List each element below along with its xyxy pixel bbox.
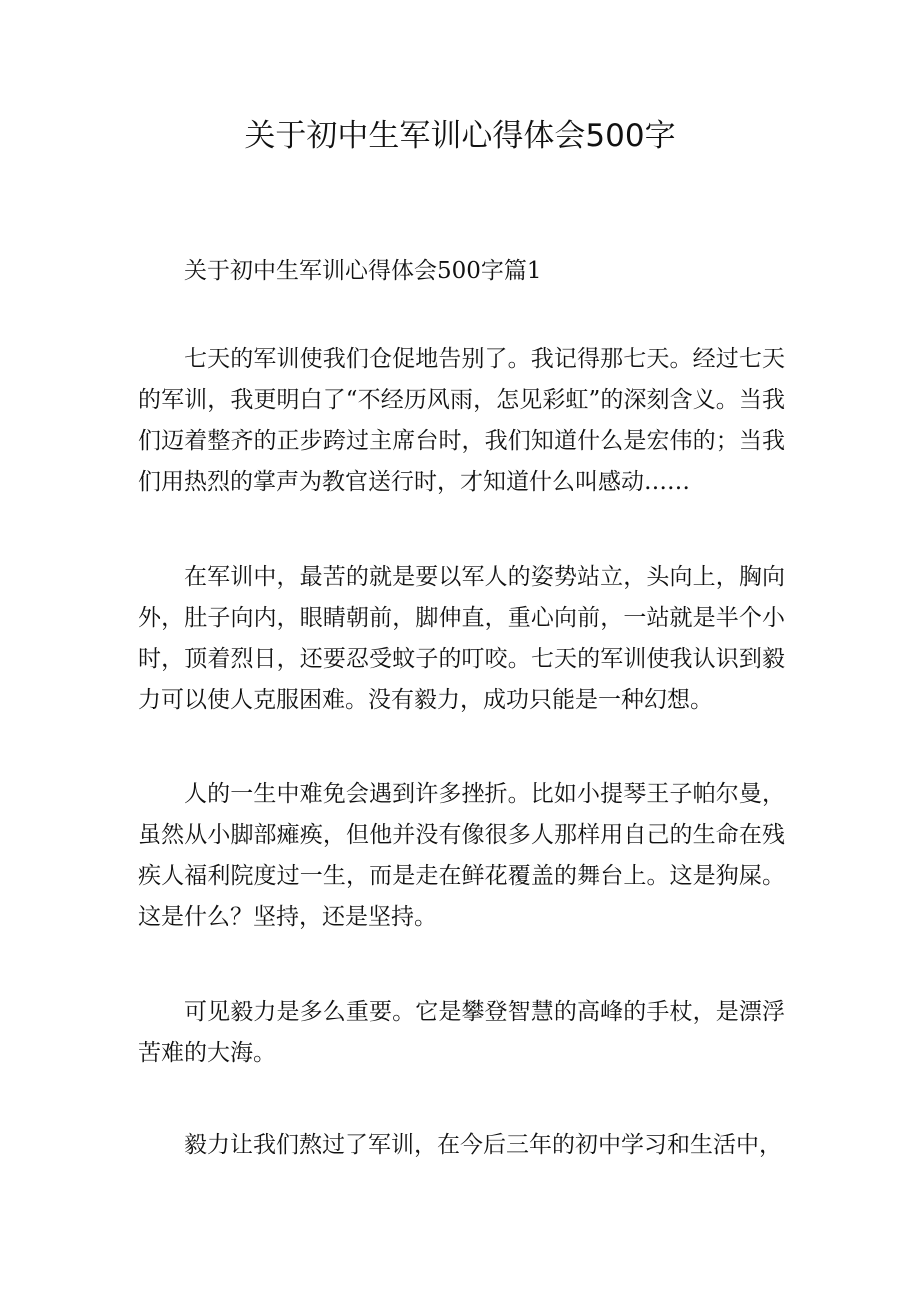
- paragraph-3: 人的一生中难免会遇到许多挫折。比如小提琴王子帕尔曼，虽然从小脚部瘫痪，但他并没有像很多人那样用自己的生命在残疾人福利院度过一生，而是走在鲜花覆盖的舞台上。这是狗屎。这是什么？坚持，还是坚持。: [138, 781, 785, 930]
- paragraph-4: 可见毅力是多么重要。它是攀登智慧的高峰的手杖，是漂浮苦难的大海。: [138, 999, 785, 1066]
- document-title: 关于初中生军训心得体会500字: [244, 118, 676, 154]
- paragraph-5: 毅力让我们熬过了军训，在今后三年的初中学习和生活中，: [184, 1132, 782, 1158]
- paragraph-1: 七天的军训使我们仓促地告别了。我记得那七天。经过七天的军训，我更明白了“不经历风雨，怎见彩虹”的深刻含义。当我们迈着整齐的正步跨过主席台时，我们知道什么是宏伟的；当我们用热烈的掌声为教官送行时，才知道什么叫感动……: [138, 346, 785, 495]
- section-heading: 关于初中生军训心得体会500字篇1: [184, 258, 542, 284]
- paragraph-2: 在军训中，最苦的就是要以军人的姿势站立，头向上，胸向外，肚子向内，眼睛朝前，脚伸直，重心向前，一站就是半个小时，顶着烈日，还要忍受蚊子的叮咬。七天的军训使我认识到毅力可以使人克服困难。没有毅力，成功只能是一种幻想。: [138, 564, 785, 713]
